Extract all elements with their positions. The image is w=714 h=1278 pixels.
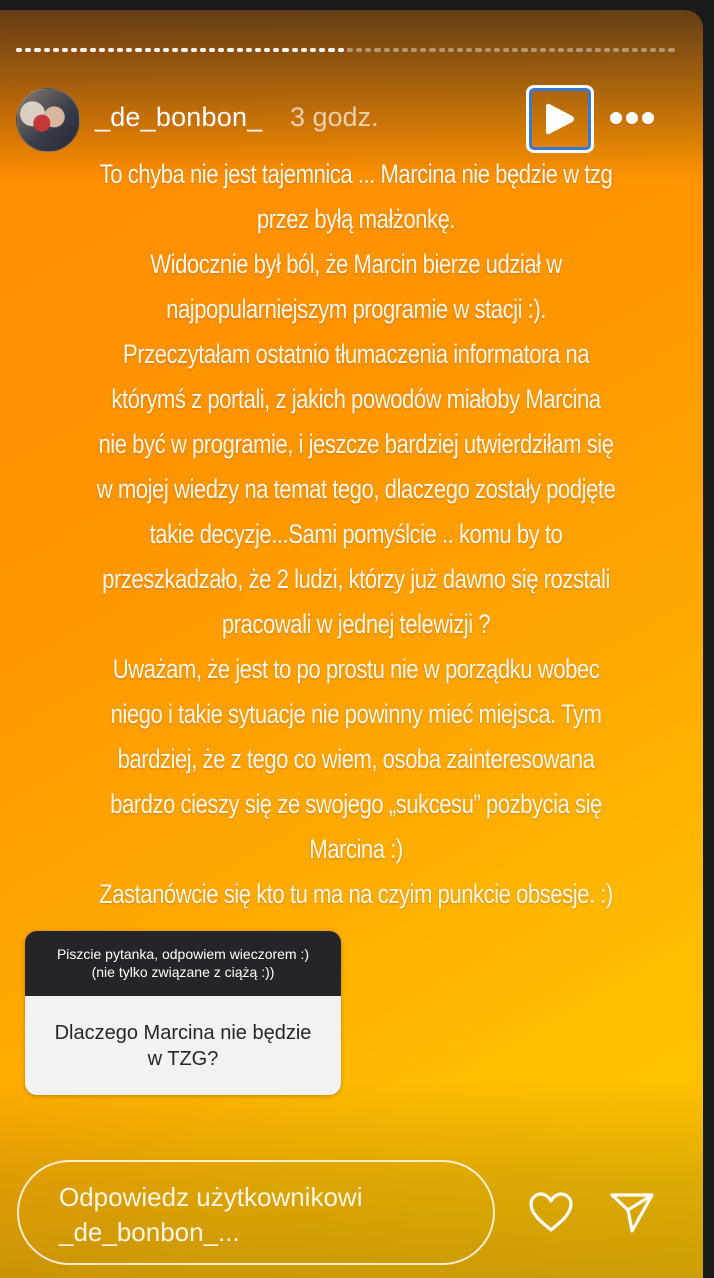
play-button[interactable] <box>526 85 594 153</box>
progress-segment <box>558 48 564 52</box>
progress-segment <box>466 48 472 52</box>
progress-segment <box>191 48 197 52</box>
progress-segment <box>475 48 481 52</box>
progress-segment <box>384 48 390 52</box>
progress-segment <box>576 48 582 52</box>
reply-placeholder: Odpowiedz użytkownikowi _de_bonbon_... <box>59 1182 363 1247</box>
progress-segment <box>255 48 261 52</box>
progress-segment <box>62 48 68 52</box>
question-sticker-prompt <box>25 931 341 996</box>
progress-segment <box>402 48 408 52</box>
prompt-line: Piszcie pytanka, odpowiem wieczorem :) <box>56 946 310 962</box>
progress-segment <box>338 48 344 52</box>
story-text-line: niego i takie sytuacje nie powinny mieć miejsca. Tym <box>110 699 602 729</box>
progress-segment <box>80 48 86 52</box>
progress-segment <box>420 48 426 52</box>
progress-segment <box>494 48 500 52</box>
more-horizontal-icon-dot <box>626 112 638 124</box>
progress-segment <box>448 48 454 52</box>
progress-segment <box>310 48 316 52</box>
progress-segment <box>25 48 31 52</box>
question-sticker[interactable] <box>25 931 341 1095</box>
progress-segment <box>71 48 77 52</box>
story-viewer[interactable] <box>0 10 703 1278</box>
progress-segment <box>163 48 169 52</box>
progress-segment <box>429 48 435 52</box>
story-text-line: bardzo cieszy się ze swojego „sukcesu” pozbycia się <box>110 789 602 819</box>
progress-segment <box>650 48 656 52</box>
progress-segment <box>154 48 160 52</box>
progress-segment <box>99 48 105 52</box>
progress-segment <box>145 48 151 52</box>
progress-segment <box>200 48 206 52</box>
progress-segment <box>172 48 178 52</box>
story-text-line: bardziej, że z tego co wiem, osoba zainteresowana <box>117 744 595 774</box>
progress-segment <box>365 48 371 52</box>
progress-segment <box>108 48 114 52</box>
progress-segment <box>44 48 50 52</box>
progress-segment <box>641 48 647 52</box>
send-icon <box>608 1190 656 1236</box>
like-button[interactable] <box>527 1190 575 1234</box>
reply-input[interactable] <box>17 1160 495 1265</box>
progress-segment <box>16 48 22 52</box>
progress-segment <box>356 48 362 52</box>
story-text-line: nie być w programie, i jeszcze bardziej utwierdziłam się <box>98 429 614 459</box>
progress-segment <box>457 48 463 52</box>
story-text-line: Przeczytałam ostatnio tłumaczenia informatora na <box>122 339 590 369</box>
send-button[interactable] <box>608 1190 656 1236</box>
progress-segment <box>319 48 325 52</box>
progress-segment <box>117 48 123 52</box>
timestamp: 3 godz. <box>290 102 379 132</box>
progress-segment <box>567 48 573 52</box>
story-text-line: przeszkadzało, że 2 ludzi, którzy już dawno się rozstali <box>102 564 610 594</box>
window-frame-top <box>0 0 714 10</box>
username[interactable]: _de_bonbon_ <box>95 102 263 132</box>
progress-segment <box>246 48 252 52</box>
story-text <box>80 152 631 917</box>
progress-segment <box>503 48 509 52</box>
progress-segment <box>622 48 628 52</box>
progress-segment <box>512 48 518 52</box>
story-text-line: To chyba nie jest tajemnica ... Marcina nie będzie w tzg <box>99 159 613 189</box>
progress-segment <box>34 48 40 52</box>
more-options-button[interactable] <box>610 108 654 128</box>
story-text-line: przez byłą małżonkę. <box>256 204 456 234</box>
progress-segment <box>668 48 674 52</box>
heart-icon <box>527 1190 575 1234</box>
prompt-line: (nie tylko związane z ciążą :)) <box>91 964 275 980</box>
story-text-line: którymś z portali, z jakich powodów miałoby Marcina <box>111 384 601 414</box>
story-text-line: pracowali w jednej telewizji ? <box>221 609 491 639</box>
progress-segment <box>531 48 537 52</box>
progress-segment <box>181 48 187 52</box>
progress-segment <box>273 48 279 52</box>
window-frame-right <box>703 0 714 1278</box>
story-text-line: najpopularniejszym programie w stacji :). <box>166 294 546 324</box>
story-text-line: Zastanówcie się kto tu ma na czyim punkcie obsesje. :) <box>99 879 613 909</box>
story-text-line: Marcina :) <box>309 834 403 864</box>
progress-segment <box>632 48 638 52</box>
story-text-line: w mojej wiedzy na temat tego, dlaczego zostały podjęte <box>96 474 616 504</box>
progress-segment <box>209 48 215 52</box>
progress-segment <box>264 48 270 52</box>
progress-segment <box>301 48 307 52</box>
progress-segment <box>282 48 288 52</box>
progress-segment <box>237 48 243 52</box>
progress-segment <box>218 48 224 52</box>
story-header <box>16 78 666 148</box>
more-horizontal-icon-dot <box>610 112 622 124</box>
progress-segment <box>126 48 132 52</box>
story-progress-bar <box>16 48 674 52</box>
progress-segment <box>411 48 417 52</box>
progress-segment <box>328 48 334 52</box>
progress-segment <box>374 48 380 52</box>
progress-segment <box>393 48 399 52</box>
question-sticker-answer <box>25 996 341 1095</box>
progress-segment <box>659 48 665 52</box>
progress-segment <box>586 48 592 52</box>
progress-segment <box>521 48 527 52</box>
progress-segment <box>135 48 141 52</box>
question-text: Dlaczego Marcina nie będzie w TZG? <box>54 1021 312 1070</box>
progress-segment <box>485 48 491 52</box>
progress-segment <box>549 48 555 52</box>
progress-segment <box>53 48 59 52</box>
story-text-line: Widocznie był ból, że Marcin bierze udział w <box>150 249 562 279</box>
progress-segment <box>540 48 546 52</box>
progress-segment <box>613 48 619 52</box>
avatar[interactable] <box>16 88 80 152</box>
progress-segment <box>595 48 601 52</box>
progress-segment <box>347 48 353 52</box>
story-text-line: Uważam, że jest to po prostu nie w porządku wobec <box>112 654 600 684</box>
more-horizontal-icon-dot <box>642 112 654 124</box>
progress-segment <box>604 48 610 52</box>
progress-segment <box>227 48 233 52</box>
progress-segment <box>439 48 445 52</box>
progress-segment <box>90 48 96 52</box>
play-icon <box>545 102 575 136</box>
progress-segment <box>292 48 298 52</box>
story-text-line: takie decyzje...Sami pomyślcie .. komu by to <box>149 519 563 549</box>
